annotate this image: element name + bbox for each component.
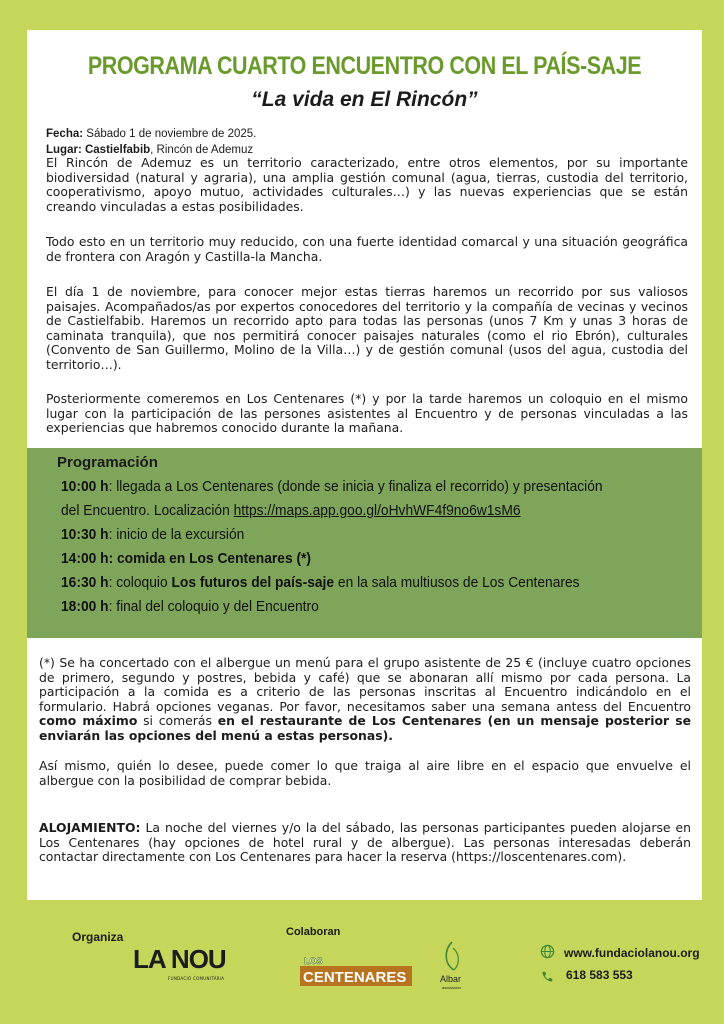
lodging-label: ALOJAMIENTO: — [39, 820, 141, 835]
program-time: 16:30 h — [61, 574, 109, 591]
program-text: : llegada a Los Centenares (donde se inicia y finaliza el recorrido) y presentación — [108, 478, 603, 495]
program-time: 10:30 h — [61, 526, 109, 543]
place-name: Castielfabib — [81, 144, 151, 156]
organiza-label: Organiza — [72, 930, 124, 944]
footer — [0, 900, 724, 1024]
page-title: PROGRAMA CUARTO ENCUENTRO CON EL PAÍS-SAJE — [87, 52, 642, 80]
menu-emphasis: como máximo — [39, 713, 138, 729]
albar-logo-subtitle: asociación — [442, 985, 461, 990]
program-item — [61, 598, 319, 615]
program-text: en la sala multiusos de Los Centenares — [334, 574, 580, 591]
date-line — [46, 126, 256, 142]
website-link[interactable]: www.fundaciolanou.org — [564, 946, 700, 960]
route-paragraph: El día 1 de noviembre, para conocer mejor estas tierras haremos un recorrido por sus valiosos paisajes. Acompañados/as por expertos conocedores del territorio y la compañía de vecinas y vecinos de Castielfabib. Haremos un recorrido apto para todas las personas (unos 7 Km y unas 3 horas de caminata tranquila), que nos permitirá conocer paisajes naturales (como el rio Ebrón), culturales (Convento de San Guillermo, Molino de la Villa…) y de gestión comunal (usos del agua, custodia del territorio…). — [46, 284, 688, 372]
program-band — [27, 448, 702, 638]
program-sheet — [27, 30, 702, 900]
la-nou-logo: LA NOU — [133, 944, 226, 974]
place-rest: , Rincón de Ademuz — [150, 144, 254, 156]
date-value: Sábado 1 de noviembre de 2025. — [83, 128, 257, 140]
intro-paragraph: El Rincón de Ademuz es un territorio caracterizado, entre otros elementos, por su importante biodiversidad (natural y agraria), una amplia gestión comunal (agua, tierras, custodia del territorio, cooperativismo, apoyo mutuo, actividades culturales…) y las nuevas experiencias que se están creando vinculadas a estas posibilidades. — [46, 155, 688, 214]
program-item — [61, 550, 311, 567]
event-meta — [46, 126, 256, 158]
program-time: 10:00 h — [61, 478, 109, 495]
centenares-logo-main: CENTENARES — [303, 969, 407, 986]
phone-icon — [540, 970, 554, 984]
program-item — [61, 502, 521, 519]
place-label: Lugar: — [46, 144, 82, 156]
program-item — [61, 574, 580, 591]
program-item — [61, 478, 603, 495]
page-subtitle: “La vida en El Rincón” — [251, 88, 478, 111]
colaboran-label: Colaboran — [286, 926, 341, 938]
program-text: : final del coloquio y del Encuentro — [108, 598, 319, 615]
la-nou-logo-subtitle: FUNDACIÓ COMUNITÀRIA — [168, 976, 225, 981]
los-centenares-logo — [300, 952, 412, 992]
location-link[interactable]: https://maps.app.goo.gl/oHvhWF4f9no6w1sM6 — [233, 502, 521, 519]
menu-note — [39, 656, 691, 744]
program-text: : inicio de la excursión — [108, 526, 245, 543]
date-label: Fecha: — [46, 128, 84, 140]
program-text: : comida en Los Centenares (*) — [108, 550, 312, 567]
menu-text: si comerás — [137, 713, 218, 729]
lodging-text: La noche del viernes y/o la del sábado, las personas participantes pueden alojarse en Los Centenares (hay opciones de hotel rural y de albergue). Las personas interesadas deberán contactar directamente con Los Centenares para hacer la reserva (https://loscentenares.com). — [39, 820, 691, 865]
albar-logo-text: Albar — [440, 974, 462, 984]
picnic-note: Así mismo, quién lo desee, puede comer lo que traiga al aire libre en el espacio que envuelve el albergue con la posibilidad de comprar bebida. — [39, 758, 691, 788]
program-text: : coloquio — [108, 574, 172, 591]
program-time: 18:00 h — [61, 598, 109, 615]
program-time: 14:00 h — [61, 550, 109, 567]
phone-number[interactable]: 618 583 553 — [566, 968, 633, 982]
colloquium-title: Los futuros del país-saje — [171, 574, 335, 591]
globe-icon — [540, 944, 555, 959]
albar-logo — [438, 940, 468, 990]
menu-emphasis: en el restaurante de Los Centenares (en un mensaje posterior se enviarán las opciones del menú a estas personas). — [39, 713, 692, 743]
menu-text: (*) Se ha concertado con el albergue un menú para el grupo asistente de 25 € (incluye cuatro opciones de primero, segundo y postres, bebida y café) que se abonaran allí mismo por cada persona. La participación a la comida es a criterio de las personas inscritas al Encuentro indicándolo en el formulario. Habrá opciones veganas. Por favor, necesitamos saber una semana antess del Encuentro — [39, 655, 691, 714]
program-text: del Encuentro. Localización — [61, 502, 234, 519]
centenares-logo-top: LOS — [304, 956, 323, 966]
lodging-note — [39, 821, 691, 865]
lunch-paragraph: Posteriormente comeremos en Los Centenares (*) y por la tarde haremos un coloquio en el mismo lugar con la participación de las persones asistentes al Encuentro y de personas vinculadas a las experiencias que habremos conocido durante la mañana. — [46, 391, 688, 436]
program-item — [61, 526, 244, 543]
territory-paragraph: Todo esto en un territorio muy reducido, con una fuerte identidad comarcal y una situación geográfica de frontera con Aragón y Castilla-la Mancha. — [46, 234, 688, 264]
program-heading: Programación — [57, 454, 158, 471]
